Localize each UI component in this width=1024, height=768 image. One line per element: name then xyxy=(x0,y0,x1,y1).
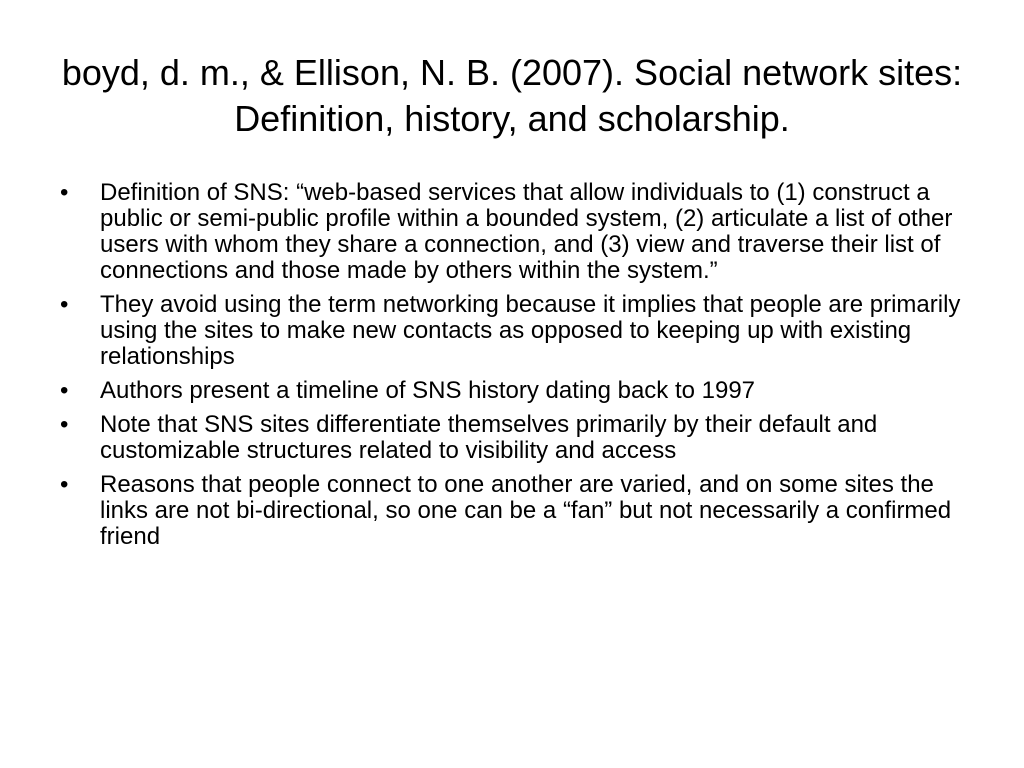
bullet-item-3 xyxy=(60,378,970,404)
bullet-text-4: Note that SNS sites differentiate themselves primarily by their default and customizable structures related to visibility and access xyxy=(100,411,878,464)
bullet-text-2: They avoid using the term networking because it implies that people are primarily using the sites to make new contacts as opposed to keeping up with existing relationships xyxy=(100,291,961,370)
bullet-icon: • xyxy=(60,471,69,498)
bullet-item-1 xyxy=(60,180,970,284)
bullet-icon: • xyxy=(60,377,69,404)
bullet-item-4 xyxy=(60,412,970,464)
bullet-text-5: Reasons that people connect to one another are varied, and on some sites the links are not bi-directional, so one can be a “fan” but not necessarily a confirmed friend xyxy=(100,471,952,550)
slide-title: boyd, d. m., & Ellison, N. B. (2007). Social network sites: Definition, history, and scholarship. xyxy=(61,52,963,139)
bullet-icon: • xyxy=(60,291,69,318)
bullet-text-3: Authors present a timeline of SNS history dating back to 1997 xyxy=(100,377,756,404)
bullet-list xyxy=(60,180,970,558)
bullet-item-2 xyxy=(60,292,970,370)
bullet-icon: • xyxy=(60,179,69,206)
bullet-icon: • xyxy=(60,411,69,438)
bullet-item-5 xyxy=(60,472,970,550)
bullet-text-1: Definition of SNS: “web-based services that allow individuals to (1) construct a public or semi-public profile within a bounded system, (2) articulate a list of other users with whom they share a connection, and (3) view and traverse their list of connections and those made by others within the system.” xyxy=(100,179,953,284)
